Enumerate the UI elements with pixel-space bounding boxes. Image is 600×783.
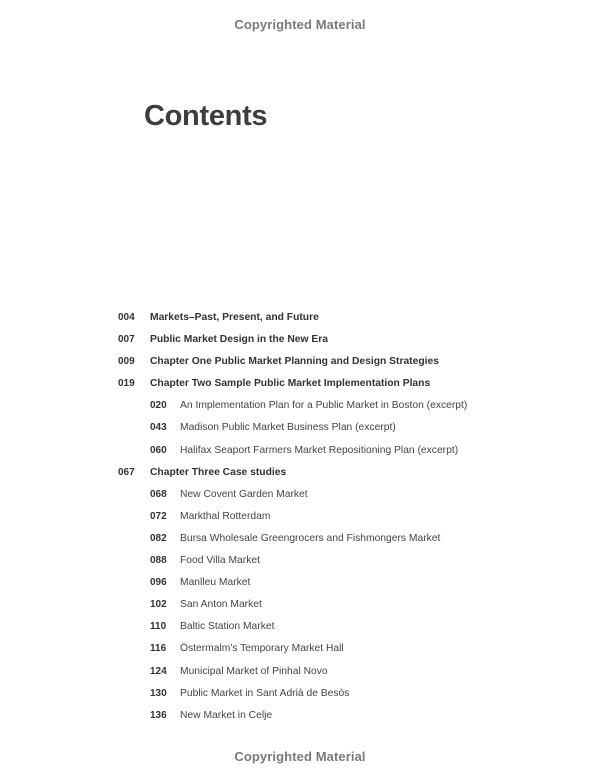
toc-page-number: 007 <box>118 334 135 346</box>
toc-section-entry[interactable] <box>0 418 600 440</box>
toc-section-entry[interactable] <box>0 551 600 573</box>
toc-entry-title: Halifax Seaport Farmers Market Repositioning Plan (excerpt) <box>180 444 459 456</box>
copyright-watermark-top: Copyrighted Material <box>234 17 366 32</box>
toc-entry-title: Markets–Past, Present, and Future <box>150 312 319 323</box>
toc-chapter-entry[interactable] <box>0 463 600 485</box>
toc-entry-title: Public Market in Sant Adrià de Besòs <box>180 687 350 699</box>
toc-page-number: 004 <box>118 312 135 323</box>
toc-entry-title: San Anton Market <box>180 599 262 611</box>
toc-page-number: 088 <box>150 555 167 567</box>
toc-entry-title: Madison Public Market Business Plan (excerpt) <box>180 422 396 434</box>
toc-chapter-entry[interactable] <box>0 352 600 374</box>
toc-page-number: 043 <box>150 422 167 434</box>
toc-entry-title: Baltic Station Market <box>180 621 275 633</box>
toc-page-number: 136 <box>150 709 167 721</box>
toc-entry-title: Chapter Two Sample Public Market Implementation Plans <box>150 378 431 390</box>
toc-entry-title: Bursa Wholesale Greengrocers and Fishmongers Market <box>180 532 441 544</box>
page-title: Contents <box>144 100 268 132</box>
toc-entry-title: Manlleu Market <box>180 577 251 589</box>
toc-section-entry[interactable] <box>0 662 600 684</box>
toc-section-entry[interactable] <box>0 485 600 507</box>
toc-page-number: 116 <box>150 643 167 655</box>
toc-page-number: 110 <box>150 621 167 633</box>
toc-section-entry[interactable] <box>0 595 600 617</box>
toc-chapter-entry[interactable] <box>0 374 600 396</box>
toc-entry-title: Markthal Rotterdam <box>180 510 271 522</box>
toc-page-number: 009 <box>118 356 135 368</box>
toc-page-number: 067 <box>118 466 135 478</box>
toc-page-number: 102 <box>150 599 167 611</box>
toc-section-entry[interactable] <box>0 573 600 595</box>
toc-section-entry[interactable] <box>0 706 600 728</box>
toc-entry-title: Food Villa Market <box>180 555 260 567</box>
toc-entry-title: Östermalm's Temporary Market Hall <box>180 643 344 655</box>
toc-page-number: 019 <box>118 378 135 390</box>
toc-section-entry[interactable] <box>0 396 600 418</box>
toc-page-number: 072 <box>150 510 167 522</box>
toc-entry-title: New Market in Celje <box>180 709 273 721</box>
toc-page-number: 060 <box>150 444 167 456</box>
toc-section-entry[interactable] <box>0 684 600 706</box>
toc-entry-title: An Implementation Plan for a Public Market in Boston (excerpt) <box>180 400 468 412</box>
toc-page-number: 068 <box>150 488 167 500</box>
toc-entry-title: Municipal Market of Pinhal Novo <box>180 665 328 677</box>
toc-section-entry[interactable] <box>0 441 600 463</box>
toc-page-number: 020 <box>150 400 167 412</box>
toc-section-entry[interactable] <box>0 507 600 529</box>
toc-chapter-entry[interactable] <box>0 330 600 352</box>
toc-entry-title: Public Market Design in the New Era <box>150 334 328 346</box>
copyright-watermark-bottom: Copyrighted Material <box>234 749 366 764</box>
toc-entry-title: Chapter One Public Market Planning and Design Strategies <box>150 356 439 368</box>
toc-entry-title: Chapter Three Case studies <box>150 466 287 478</box>
toc-page-number: 096 <box>150 577 167 589</box>
toc-section-entry[interactable] <box>0 639 600 661</box>
toc-page-number: 130 <box>150 687 167 699</box>
toc-page-number: 124 <box>150 665 167 677</box>
toc-chapter-entry[interactable] <box>0 308 600 330</box>
table-of-contents <box>0 308 600 728</box>
toc-entry-title: New Covent Garden Market <box>180 488 308 500</box>
toc-section-entry[interactable] <box>0 529 600 551</box>
toc-page-number: 082 <box>150 532 167 544</box>
toc-section-entry[interactable] <box>0 617 600 639</box>
